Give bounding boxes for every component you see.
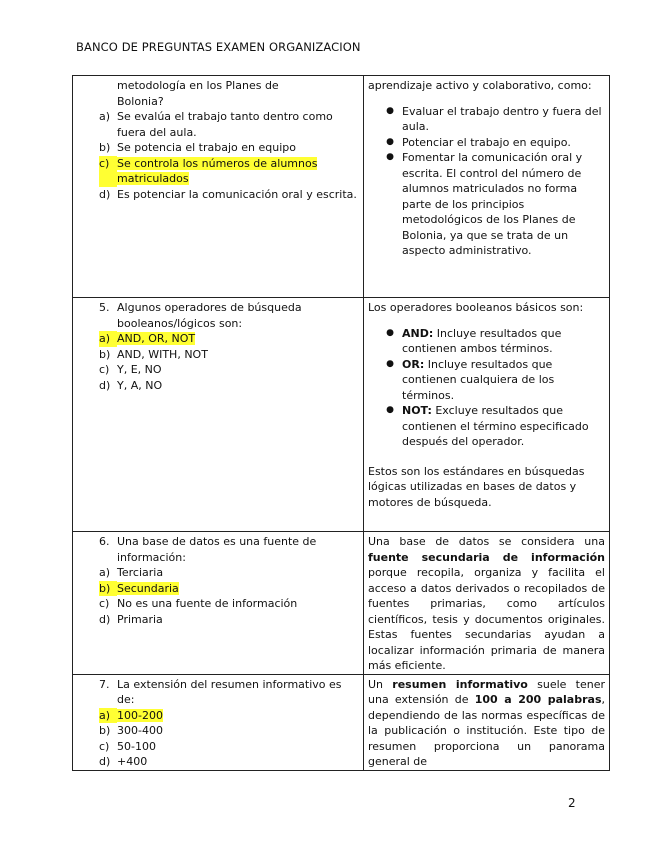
answer-outro: Estos son los estándares en búsquedas lógicas utilizadas en bases de datos y motores de búsqueda. bbox=[368, 464, 585, 509]
option-a-correct: a) 100-200 bbox=[99, 708, 163, 722]
question-6: 6. Una base de datos es una fuente de información: bbox=[99, 535, 317, 564]
option-d: d) Primaria bbox=[99, 612, 163, 626]
option-a-correct: a) AND, OR, NOT bbox=[99, 332, 196, 345]
question-cell bbox=[73, 298, 364, 532]
answer-bullets bbox=[368, 326, 605, 450]
option-b-correct: b) Secundaria bbox=[99, 581, 179, 595]
option-c: c) Y, E, NO bbox=[99, 363, 162, 376]
option-d: d) Es potenciar la comunicación oral y escrita. bbox=[99, 187, 357, 201]
answer-cell bbox=[364, 76, 610, 298]
list-item: ● NOT: Excluye resultados que contienen el término especificado después del operador. bbox=[386, 404, 589, 448]
page-header: BANCO DE PREGUNTAS EXAMEN ORGANIZACION bbox=[76, 40, 361, 54]
answer-cell bbox=[364, 674, 610, 770]
answer-cell bbox=[364, 532, 610, 675]
list-item: ● AND: Incluye resultados que contienen ambos términos. bbox=[386, 326, 562, 355]
option-c-correct: c) Se controla los números de alumnos matriculados bbox=[99, 156, 318, 185]
page-number: 2 bbox=[568, 796, 576, 810]
question-continuation: metodología en los Planes de Bolonia? bbox=[117, 79, 279, 108]
answer-bullets bbox=[368, 104, 605, 259]
table-row bbox=[73, 76, 610, 298]
option-b: b) AND, WITH, NOT bbox=[99, 347, 208, 361]
question-cell bbox=[73, 674, 364, 770]
answer-text: Una base de datos se considera una bbox=[368, 535, 605, 548]
question-7: 7. La extensión del resumen informativo es de: bbox=[99, 677, 342, 706]
answer-intro: Los operadores booleanos básicos son: bbox=[368, 301, 584, 314]
question-table bbox=[72, 75, 610, 771]
answer-bold: 100 a 200 palabras bbox=[474, 693, 602, 706]
answer-text: , dependiendo de las normas específicas de la publicación o institución. Este tipo de resumen proporciona un panorama general de bbox=[368, 693, 606, 768]
answer-cell bbox=[364, 298, 610, 532]
option-a: a) Terciaria bbox=[99, 566, 164, 579]
option-a: a) Se evalúa el trabajo tanto dentro como fuera del aula. bbox=[99, 110, 333, 139]
answer-text: suele tener una extensión de bbox=[368, 677, 605, 706]
answer-text: Un bbox=[368, 677, 393, 691]
question-5: 5. Algunos operadores de búsqueda booleanos/lógicos son: bbox=[99, 301, 302, 330]
option-b: b) Se potencia el trabajo en equipo bbox=[99, 141, 296, 154]
answer-intro: aprendizaje activo y colaborativo, como: bbox=[368, 79, 592, 92]
option-d: d) +400 bbox=[99, 755, 148, 768]
option-c: c) No es una fuente de información bbox=[99, 597, 298, 610]
question-cell bbox=[73, 76, 364, 298]
list-item: ● Potenciar el trabajo en equipo. bbox=[386, 135, 571, 149]
answer-text: porque recopila, organiza y facilita el acceso a datos derivados o recopilados de fuentes primarias, como artículos científicos, tesis y documentos originales. Estas fuentes secundarias ayudan a localizar información primaria de manera más eficiente. bbox=[368, 566, 605, 672]
table-row bbox=[73, 532, 610, 675]
list-item: ● Fomentar la comunicación oral y escrita. El control del número de alumnos matriculados no forma parte de los principios metodológicos de los Planes de Bolonia, ya que se trata de un aspecto administrativo. bbox=[386, 151, 583, 257]
table-row bbox=[73, 674, 610, 770]
option-c: c) 50-100 bbox=[99, 739, 156, 753]
answer-bold: resumen informativo bbox=[392, 677, 528, 691]
table-row bbox=[73, 298, 610, 532]
list-item: ● Evaluar el trabajo dentro y fuera del aula. bbox=[386, 104, 602, 133]
list-item: ● OR: Incluye resultados que contienen cualquiera de los términos. bbox=[386, 357, 555, 402]
answer-bold: fuente secundaria de información bbox=[368, 550, 605, 564]
question-cell bbox=[73, 532, 364, 675]
option-b: b) 300-400 bbox=[99, 724, 163, 737]
option-d: d) Y, A, NO bbox=[99, 378, 163, 392]
